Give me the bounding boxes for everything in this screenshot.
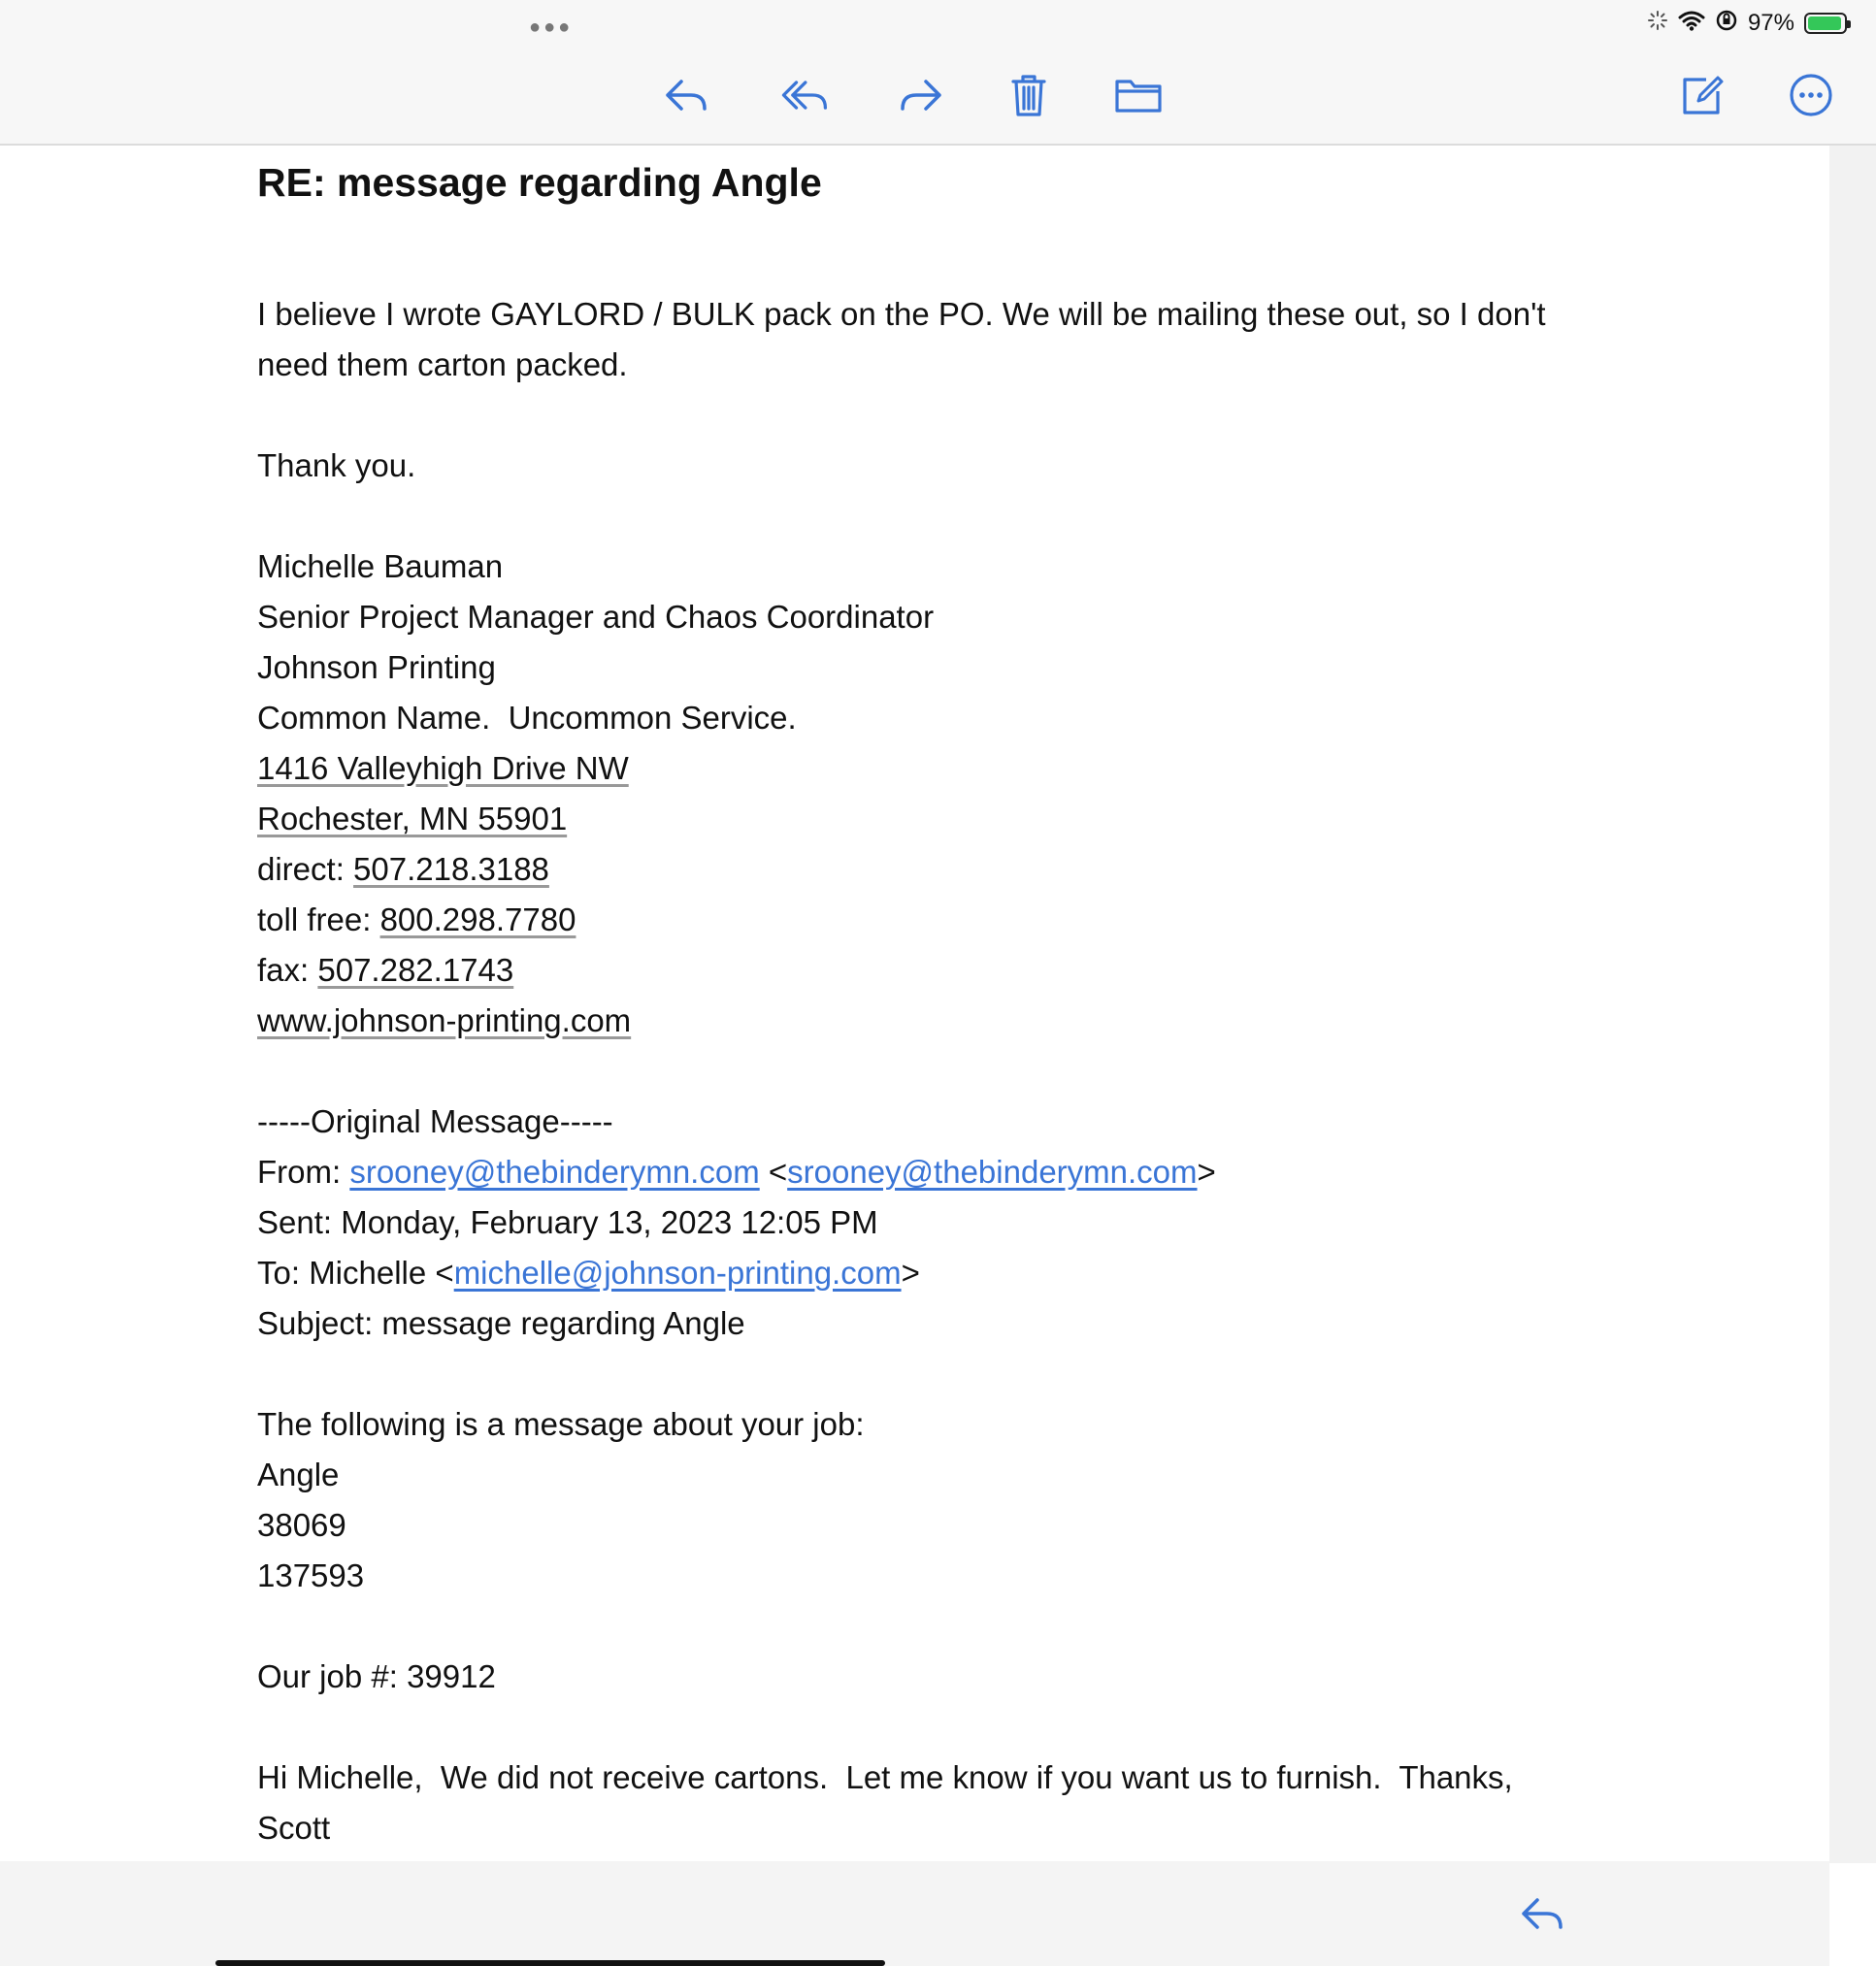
to-label: To: Michelle <: [257, 1255, 454, 1291]
signature-tagline: Common Name. Uncommon Service.: [257, 700, 797, 736]
tollfree-phone-link[interactable]: 800.298.7780: [379, 901, 576, 937]
original-subject-line: Subject: message regarding Angle: [257, 1305, 745, 1341]
signature-company: Johnson Printing: [257, 649, 496, 685]
more-icon: [1786, 70, 1836, 120]
status-bar: [1647, 8, 1847, 39]
from-label: From:: [257, 1154, 350, 1190]
job-number-1: 38069: [257, 1507, 346, 1543]
address-line-2[interactable]: Rochester, MN 55901: [257, 801, 568, 836]
fax-phone-link[interactable]: 507.282.1743: [317, 952, 514, 988]
battery-percent: 97%: [1747, 10, 1794, 36]
trash-button[interactable]: [1002, 68, 1056, 122]
battery-icon: [1804, 13, 1847, 34]
email-subject: RE: message regarding Angle: [257, 160, 822, 205]
reply-icon: [662, 70, 712, 120]
body-line: I believe I wrote GAYLORD / BULK pack on the PO. We will be mailing these out, so I don't: [257, 296, 1546, 332]
folder-icon: [1113, 70, 1164, 120]
job-name: Angle: [257, 1457, 340, 1492]
to-email-link[interactable]: michelle@johnson-printing.com: [453, 1255, 902, 1291]
from-email-link[interactable]: srooney@thebinderymn.com: [349, 1154, 760, 1190]
forward-button[interactable]: [893, 68, 947, 122]
compose-icon: [1677, 70, 1728, 120]
job-number-2: 137593: [257, 1557, 365, 1593]
bottom-bar: [0, 1861, 1829, 1966]
reply-all-button[interactable]: [776, 68, 831, 122]
scroll-edge: [1829, 146, 1876, 1863]
original-message-header: -----Original Message-----: [257, 1103, 613, 1139]
from-email-link-2[interactable]: srooney@thebinderymn.com: [787, 1154, 1198, 1190]
more-button[interactable]: [1784, 68, 1838, 122]
message-body: RE: message regarding Angle I believe I wrote GAYLORD / BULK pack on the PO. We will be mailing these out, so I don't need them carton packed. Thank you. Michelle Bauman Senior Project Manager and Chaos Coordinator Johnson Printing Common Name. Uncommon Service. 1416 Valleyhigh Drive NW Rochester, MN 55901 direct: 507.218.3188 toll free: 800.298.7780 fax: 507.282.1743 www.johnson-printing.com -----Original Message----- From: srooney@thebinderymn.com <srooney@thebinderymn.com> Sent: Monday, February 13, 2023 12:05 PM To: Michelle <michelle@johnson-printing.com> Subject: message regarding Angle The following is a message about your job: Angle 38069 137593 Our job #: 39912 Hi Michelle, We did not receive cartons. Let me know if you want us to furnish. Thanks, Scott: [257, 146, 1616, 1853]
reply-icon: [1518, 1888, 1568, 1939]
signature-title: Senior Project Manager and Chaos Coordinator: [257, 599, 935, 635]
our-job-number: Our job #: 39912: [257, 1658, 496, 1694]
home-indicator[interactable]: [215, 1960, 885, 1966]
message-line: Scott: [257, 1810, 331, 1846]
fax-label: fax:: [257, 952, 318, 988]
trash-icon: [1004, 70, 1054, 120]
move-to-folder-button[interactable]: [1111, 68, 1166, 122]
body-line: need them carton packed.: [257, 346, 628, 382]
reply-all-icon: [776, 70, 831, 120]
multitasking-dots[interactable]: ●●●: [529, 16, 574, 38]
signature-name: Michelle Bauman: [257, 548, 504, 584]
bottom-reply-button[interactable]: [1516, 1886, 1570, 1941]
activity-icon: [1647, 10, 1668, 38]
job-intro: The following is a message about your job:: [257, 1406, 865, 1442]
reply-button[interactable]: [660, 68, 714, 122]
forward-icon: [895, 70, 945, 120]
wifi-icon: [1678, 10, 1705, 38]
sent-line: Sent: Monday, February 13, 2023 12:05 PM: [257, 1204, 878, 1240]
orientation-lock-icon: [1715, 9, 1738, 39]
compose-button[interactable]: [1675, 68, 1729, 122]
website-link[interactable]: www.johnson-printing.com: [257, 1002, 632, 1038]
address-line-1[interactable]: 1416 Valleyhigh Drive NW: [257, 750, 629, 786]
direct-phone-link[interactable]: 507.218.3188: [353, 851, 549, 887]
thanks-line: Thank you.: [257, 447, 416, 483]
top-toolbar: [0, 0, 1876, 146]
tollfree-label: toll free:: [257, 901, 380, 937]
direct-label: direct:: [257, 851, 354, 887]
message-line: Hi Michelle, We did not receive cartons. Let me know if you want us to furnish. Thanks,: [257, 1759, 1513, 1795]
